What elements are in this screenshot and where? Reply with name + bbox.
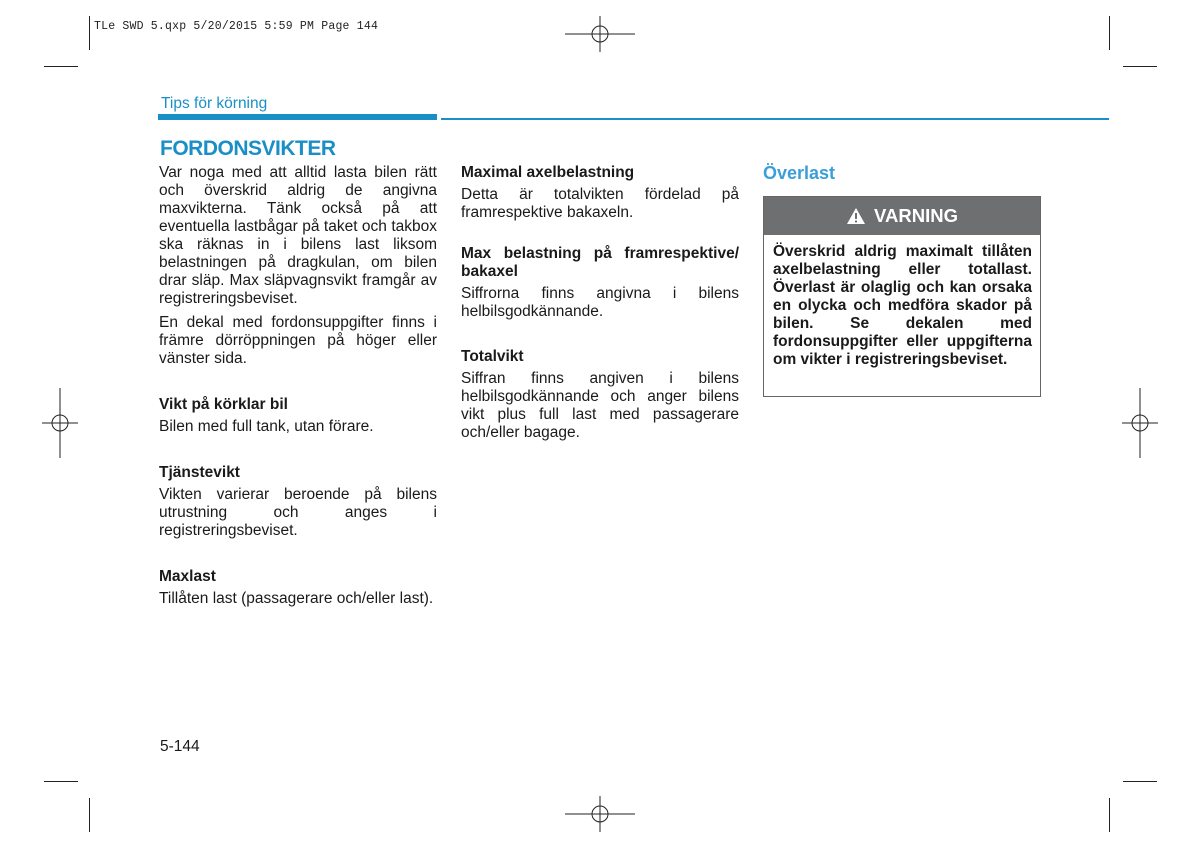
intro-paragraph: Var noga med att alltid lasta bilen rätt och överskrid aldrig de angivna maxvikterna. Tänk också på att eventuella lastbågar på taket och takbox ska räknas in i bilens last liksom belastningen på dragkulan, om bilen drar släp. Max släpvagnsvikt framgår av registreringsbeviset. [159,164,437,307]
axle-load-text: Detta är totalvikten fördelad på framrespektive bakaxeln. [461,186,739,221]
curb-weight-text: Bilen med full tank, utan förare. [159,418,374,435]
print-slug: TLe SWD 5.qxp 5/20/2015 5:59 PM Page 144 [94,20,379,33]
registration-mark-bottom [565,796,635,832]
max-load-heading: Maxlast [159,568,216,585]
header-rule-thick [158,114,437,120]
max-load-text: Tillåten last (passagerare och/eller last). [159,590,434,607]
crop-mark [1109,798,1110,832]
header-rule-thin [441,118,1109,120]
max-axle-load-text: Siffrorna finns angivna i bilens helbilsgodkännande. [461,285,739,320]
crop-mark [1109,16,1110,50]
total-weight-heading: Totalvikt [461,348,524,365]
column-2 [461,164,739,442]
warning-text: Överskrid aldrig maximalt tillåten axelbelastning eller totallast. Överlast är olaglig och kan orsaka en olycka och medföra skador på bilen. Se dekalen med fordonsuppgifter eller uppgifterna om vikter i registreringsbeviset. [773,243,1032,368]
curb-weight-heading: Vikt på körklar bil [159,396,288,413]
column-1 [159,164,437,608]
crop-mark [1123,781,1157,782]
page-number: 5-144 [160,738,200,755]
crop-mark [44,66,78,67]
crop-mark [89,16,90,50]
warning-header [764,197,1040,235]
crop-mark [44,781,78,782]
warning-box [763,196,1041,397]
service-weight-heading: Tjänstevikt [159,464,240,481]
section-label: Tips för körning [161,95,268,112]
crop-mark [1123,66,1157,67]
service-weight-text: Vikten varierar beroende på bilens utrustning och anges i registreringsbeviset. [159,486,437,539]
overload-heading: Överlast [763,163,836,183]
registration-mark-left [42,388,78,458]
registration-mark-right [1122,388,1158,458]
total-weight-text: Siffran finns angiven i bilens helbilsgodkännande och anger bilens vikt plus full last med passagerare och/eller bagage. [461,370,739,441]
warning-triangle-icon [846,207,866,225]
crop-mark [89,798,90,832]
warning-label: VARNING [874,205,958,226]
axle-load-heading: Maximal axelbelastning [461,164,635,181]
registration-mark-top [565,16,635,52]
decal-paragraph: En dekal med fordonsuppgifter finns i främre dörröppningen på höger eller vänster sida. [159,314,437,367]
max-axle-load-heading: Max belastning på framrespektive/ bakaxel [461,245,739,280]
page-title: FORDONSVIKTER [160,137,336,160]
